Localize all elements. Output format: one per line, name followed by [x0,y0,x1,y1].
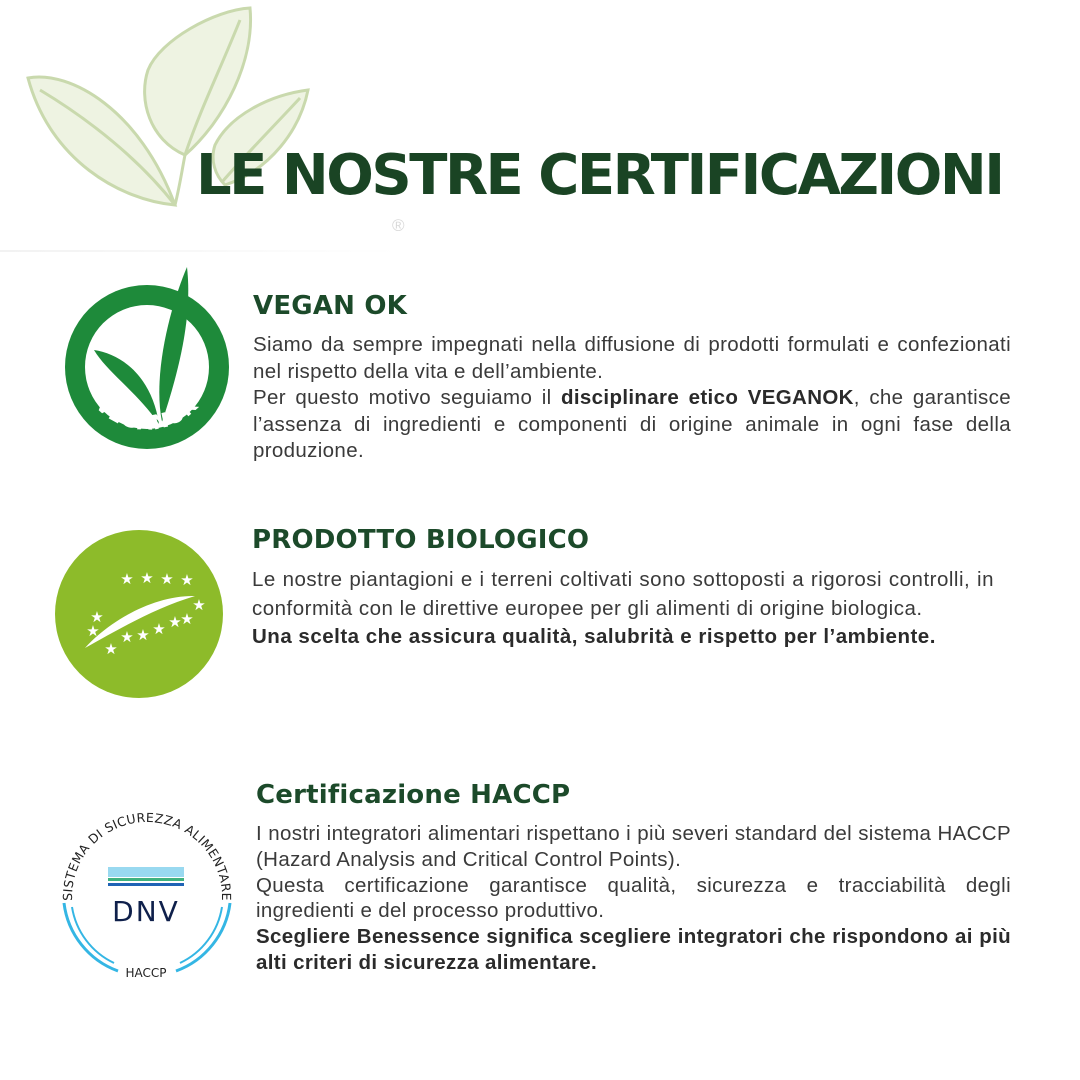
section-title: VEGAN OK [253,291,408,321]
section-certificazione-haccp [256,779,1011,976]
section-emphasis: Scegliere Benessence significa scegliere integratori che rispondono ai più alti criteri di sicurezza alimentare. [256,925,1011,974]
eu-organic-badge [55,530,223,698]
svg-text:★: ★ [120,570,134,588]
section-prodotto-biologico [252,524,994,652]
svg-text:★: ★ [136,626,150,644]
svg-text:★: ★ [180,610,194,628]
section-title: Certificazione HACCP [256,780,571,810]
section-paragraph: I nostri integratori alimentari rispettano i più severi standard del sistema HACCP (Hazard Analysis and Critical Control Points). [256,822,1011,871]
section-title: PRODOTTO BIOLOGICO [252,525,590,555]
svg-text:★: ★ [168,613,182,631]
haccp-arc-text: SISTEMA DI SICUREZZA ALIMENTARE [59,809,235,901]
svg-text:★: ★ [192,596,206,614]
svg-text:★: ★ [90,608,104,626]
section-vegan-ok [253,290,1011,465]
divider [0,250,400,252]
svg-text:★: ★ [152,620,166,638]
veganok-badge-text: VEGANOK [91,392,203,435]
svg-text:★: ★ [104,640,118,658]
page-title: LE NOSTRE CERTIFICAZIONI [196,143,1003,208]
svg-text:★: ★ [160,570,174,588]
svg-text:★: ★ [180,571,194,589]
section-paragraph: Siamo da sempre impegnati nella diffusione di prodotti formulati e confezionati nel rispetto della vita e dell’ambiente. Per questo motivo seguiamo il disciplinare etico VEGANOK, che garantisce l’assenza di ingredienti e componenti di origine animale in ogni fase della produzione. [253,333,1011,462]
haccp-label: HACCP [125,966,167,980]
dnv-logo-text: DNV [112,895,180,928]
section-paragraph: Questa certificazione garantisce qualità, sicurezza e tracciabilità degli ingredienti e del processo produttivo. [256,873,1011,923]
svg-text:★: ★ [120,628,134,646]
veganok-badge [62,262,232,462]
svg-text:SISTEMA DI SICUREZZA ALIMENTAR [60,810,234,901]
bold-text: disciplinare etico VEGANOK [561,386,854,409]
registered-mark: ® [392,216,405,235]
section-paragraph: Le nostre piantagioni e i terreni coltivati sono sottoposti a rigorosi controlli, in conformità con le direttive europee per gli alimenti di origine biologica. [252,568,994,620]
dnv-haccp-badge [52,797,242,987]
svg-text:★: ★ [86,622,100,640]
section-emphasis: Una scelta che assicura qualità, salubrità e rispetto per l’ambiente. [252,625,936,648]
svg-text:★: ★ [140,569,154,587]
